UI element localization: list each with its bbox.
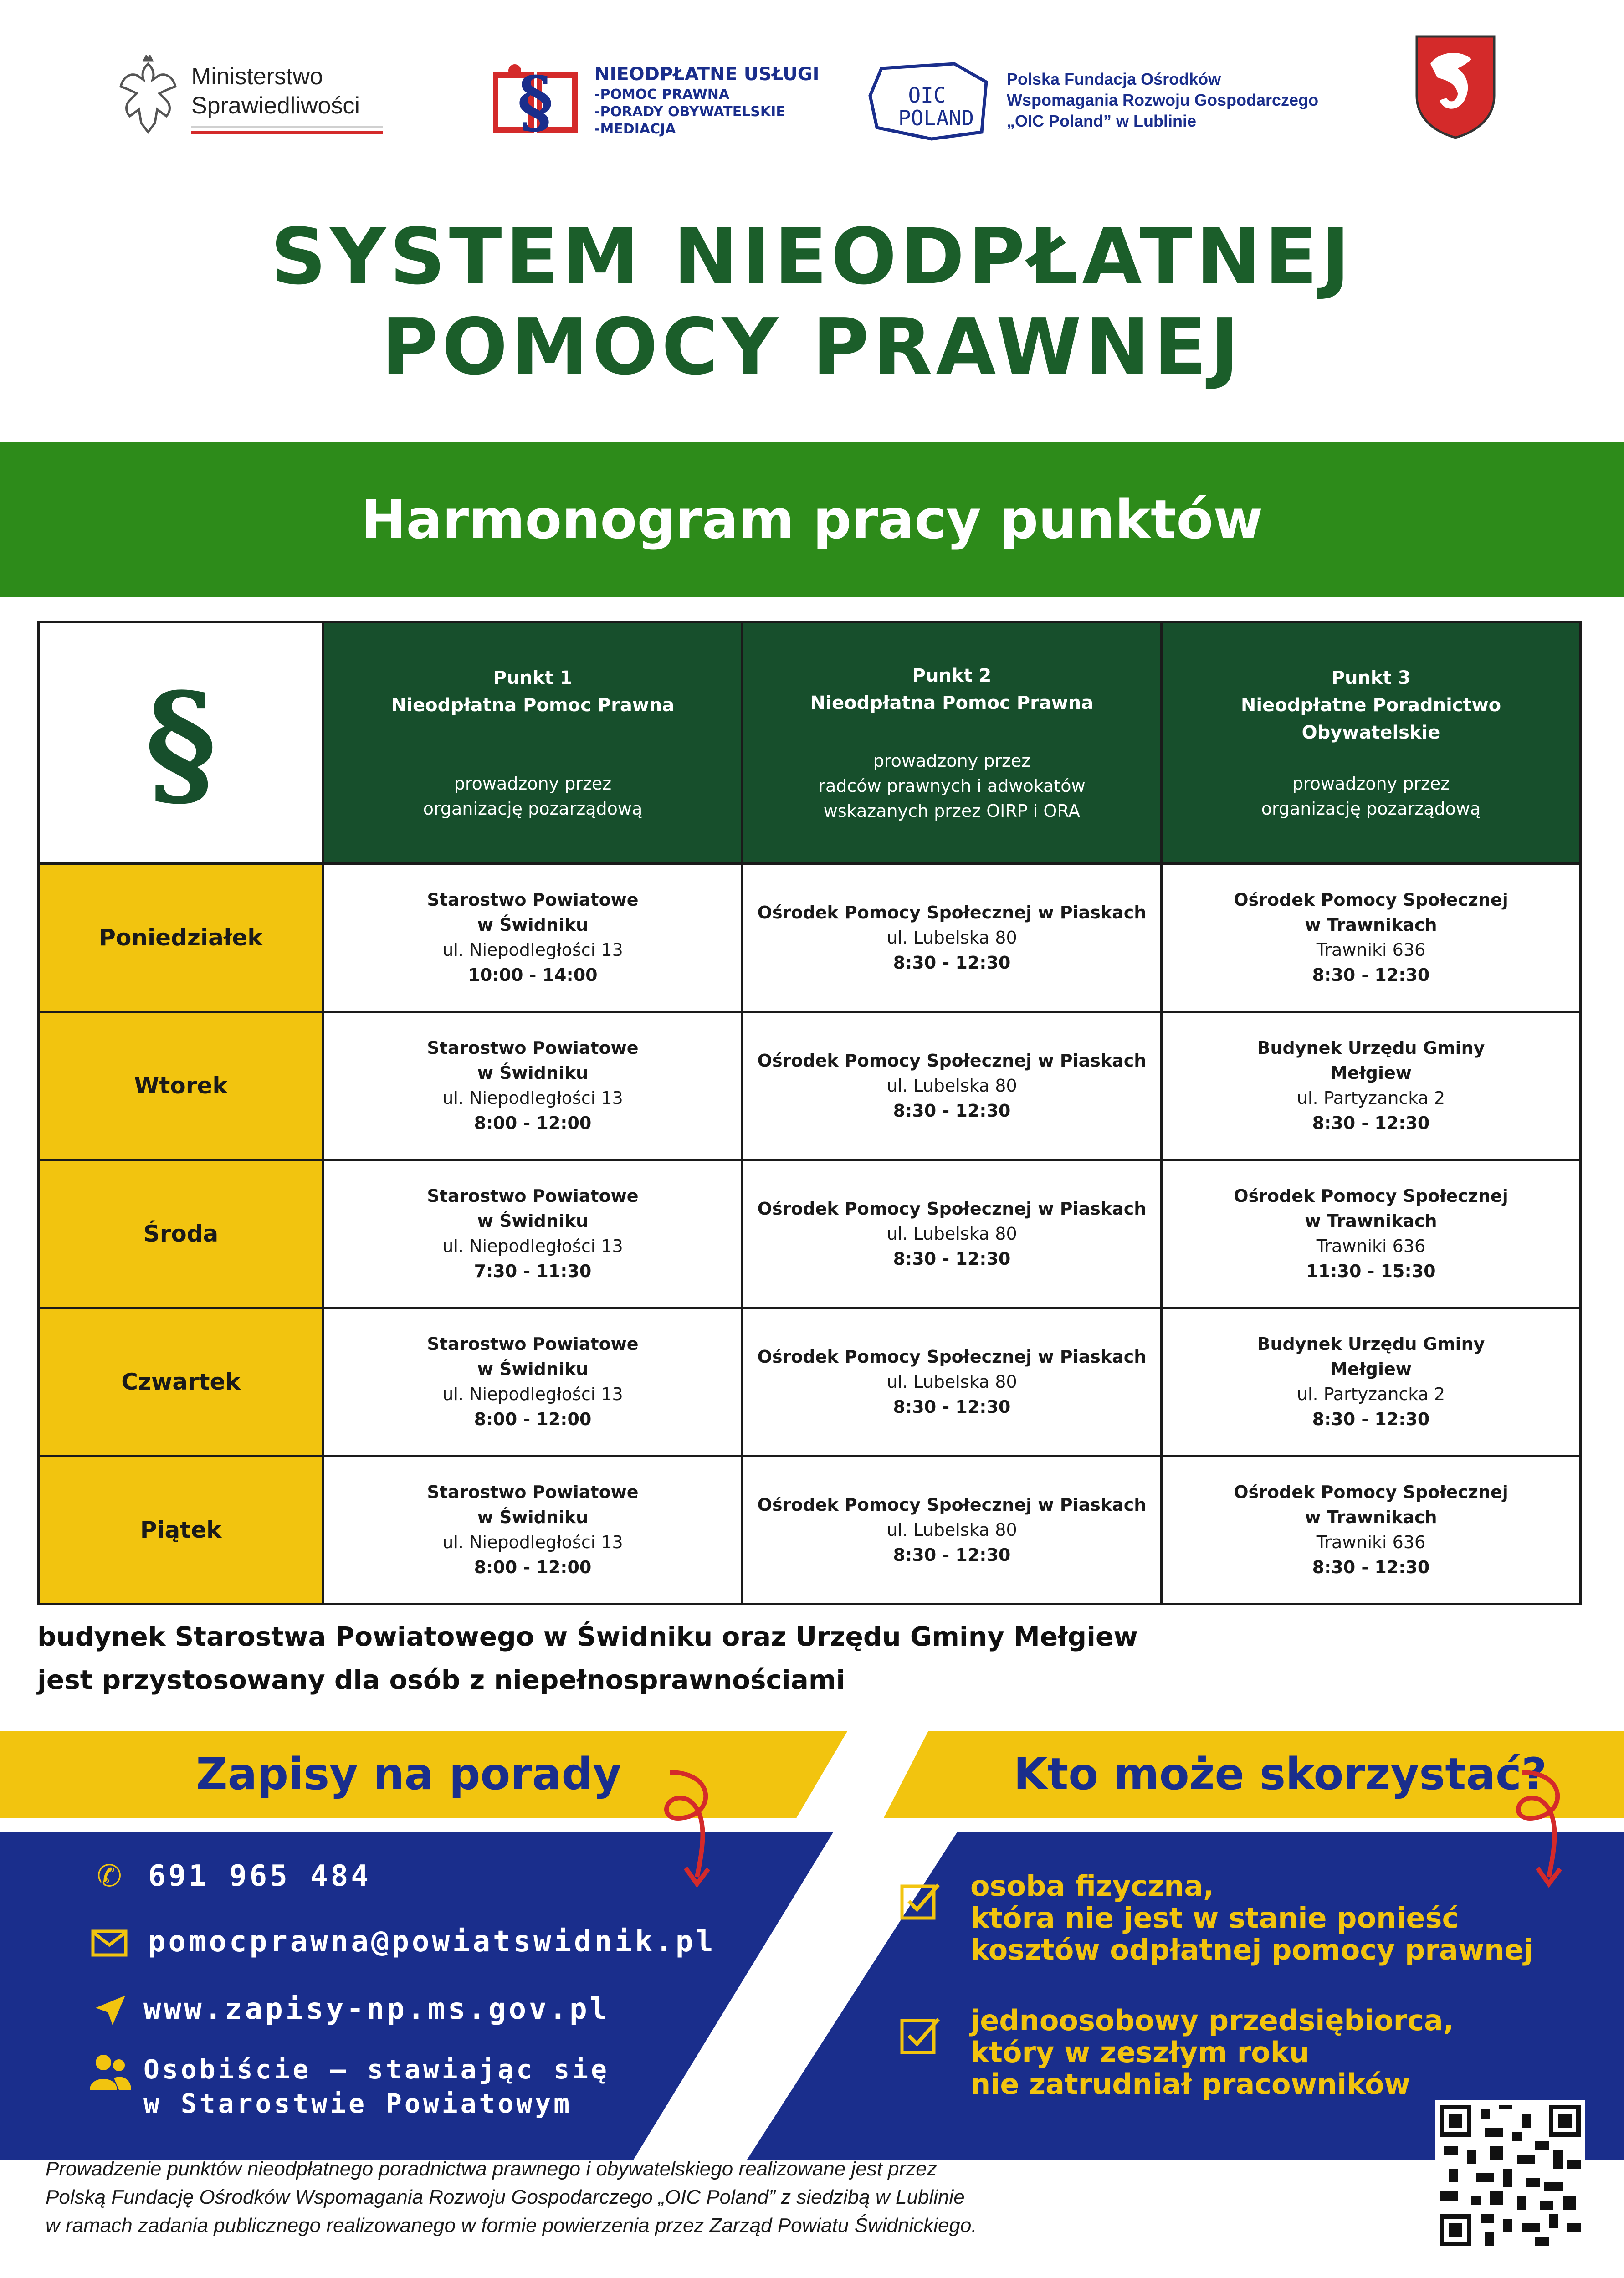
subtitle-band — [0, 442, 1624, 597]
column-name: Obywatelskie — [1301, 722, 1440, 743]
accessibility-note-line: jest przystosowany dla osób z niepełnosprawnościami — [37, 1664, 845, 1695]
column-header-punkt-2 — [743, 622, 1162, 864]
column-name: Punkt 2 — [912, 665, 992, 686]
location-address: ul. Partyzancka 2 — [1296, 1384, 1445, 1404]
location-name: w Świdniku — [477, 1359, 589, 1379]
location-name: w Świdniku — [477, 1063, 589, 1083]
in-person-signup — [143, 2052, 610, 2121]
location-name: Ośrodek Pomocy Społecznej w Piaskach — [757, 902, 1147, 923]
column-name: Nieodpłatna Pomoc Prawna — [391, 695, 675, 716]
column-name: Nieodpłatna Pomoc Prawna — [810, 693, 1094, 713]
accessibility-note — [37, 1615, 1404, 1702]
opening-hours: 8:30 - 12:30 — [1312, 1113, 1430, 1133]
in-person-line: w Starostwie Powiatowym — [143, 2088, 573, 2119]
location-address: Trawniki 636 — [1316, 1236, 1426, 1256]
oic-poland-logo — [863, 55, 1318, 146]
location-name: Budynek Urzędu Gminy — [1257, 1334, 1485, 1354]
schedule-cell — [743, 1160, 1162, 1308]
opening-hours: 11:30 - 15:30 — [1306, 1261, 1436, 1281]
location-address: ul. Niepodległości 13 — [442, 1384, 623, 1404]
opening-hours: 8:30 - 12:30 — [1312, 965, 1430, 985]
opening-hours: 8:30 - 12:30 — [893, 1544, 1011, 1565]
accessibility-note-line: budynek Starostwa Powiatowego w Świdniku oraz Urzędu Gminy Mełgiew — [37, 1621, 1138, 1652]
foundation-name-line1: Polska Fundacja Ośrodków — [1007, 70, 1221, 88]
schedule-table — [37, 621, 1582, 1605]
eagle-emblem-icon — [116, 55, 180, 141]
free-services-item: -POMOC PRAWNA — [594, 87, 730, 103]
ministry-name-line1: Ministerstwo — [191, 63, 323, 90]
eligibility-line: kosztów odpłatnej pomocy prawnej — [970, 1933, 1533, 1966]
location-address: ul. Niepodległości 13 — [442, 940, 623, 960]
flag-stripe-red — [191, 131, 383, 134]
column-run-by: prowadzony przez — [1292, 774, 1450, 794]
location-name: Budynek Urzędu Gminy — [1257, 1038, 1485, 1058]
email-icon — [91, 1929, 128, 1957]
location-name: Ośrodek Pomocy Społecznej w Piaskach — [757, 1050, 1147, 1071]
location-name: w Świdniku — [477, 915, 589, 935]
location-address: ul. Lubelska 80 — [886, 1519, 1017, 1540]
location-address: Trawniki 636 — [1316, 940, 1426, 960]
in-person-line: Osobiście – stawiając się — [143, 2054, 610, 2085]
eligibility-line: nie zatrudniał pracowników — [970, 2068, 1410, 2101]
location-name: w Świdniku — [477, 1507, 589, 1527]
schedule-cell — [1162, 864, 1581, 1012]
checkbox-checked-icon — [900, 2014, 941, 2055]
schedule-cell — [743, 1308, 1162, 1456]
location-name: Ośrodek Pomocy Społecznej w Piaskach — [757, 1198, 1147, 1219]
svg-text:§: § — [517, 62, 553, 142]
opening-hours: 10:00 - 14:00 — [468, 965, 598, 985]
section-symbol-icon: § — [145, 662, 217, 823]
column-name: Nieodpłatne Poradnictwo — [1240, 695, 1501, 716]
opening-hours: 8:30 - 12:30 — [1312, 1557, 1430, 1577]
schedule-cell — [1162, 1456, 1581, 1604]
day-label: Czwartek — [39, 1308, 323, 1456]
location-address: Trawniki 636 — [1316, 1532, 1426, 1552]
opening-hours: 8:30 - 12:30 — [893, 1248, 1011, 1269]
oic-logo-text-line2: POLAND — [898, 106, 974, 130]
schedule-cell — [1162, 1160, 1581, 1308]
section-symbol-cell — [39, 622, 323, 864]
opening-hours: 8:30 - 12:30 — [893, 1100, 1011, 1121]
column-name: Punkt 3 — [1331, 667, 1411, 688]
red-curved-arrow-icon — [651, 1763, 724, 1891]
eligibility-line: która nie jest w stanie ponieść — [970, 1901, 1459, 1934]
opening-hours: 7:30 - 11:30 — [474, 1261, 592, 1281]
location-name: Mełgiew — [1330, 1359, 1412, 1379]
column-run-by: wskazanych przez OIRP i ORA — [823, 801, 1081, 821]
location-name: Ośrodek Pomocy Społecznej w Piaskach — [757, 1494, 1147, 1515]
opening-hours: 8:30 - 12:30 — [893, 952, 1011, 973]
schedule-cell — [1162, 1308, 1581, 1456]
location-address: ul. Niepodległości 13 — [442, 1088, 623, 1108]
day-label: Środa — [39, 1160, 323, 1308]
column-run-by: prowadzony przez — [454, 774, 612, 794]
opening-hours: 8:30 - 12:30 — [893, 1396, 1011, 1417]
schedule-subtitle: Harmonogram pracy punktów — [361, 488, 1263, 551]
ministry-logo — [116, 55, 383, 141]
location-name: w Trawnikach — [1305, 1507, 1437, 1527]
opening-hours: 8:00 - 12:00 — [474, 1409, 592, 1429]
location-name: w Trawnikach — [1305, 915, 1437, 935]
location-name: Ośrodek Pomocy Społecznej w Piaskach — [757, 1346, 1147, 1367]
table-row-czwartek — [39, 1308, 1581, 1456]
day-label: Wtorek — [39, 1012, 323, 1160]
location-name: Starostwo Powiatowe — [427, 890, 639, 910]
schedule-cell — [1162, 1012, 1581, 1160]
table-row-sroda — [39, 1160, 1581, 1308]
location-address: ul. Lubelska 80 — [886, 1075, 1017, 1096]
free-services-item: -PORADY OBYWATELSKIE — [594, 104, 785, 120]
footer-line: Prowadzenie punktów nieodpłatnego poradnictwa prawnego i obywatelskiego realizowane jest przez — [46, 2158, 937, 2180]
coat-of-arms-icon — [1412, 32, 1499, 141]
eligibility-item — [970, 1870, 1533, 1966]
website-link[interactable]: www.zapisy-np.ms.gov.pl — [143, 1992, 610, 2026]
table-row-piatek — [39, 1456, 1581, 1604]
schedule-cell — [323, 1012, 743, 1160]
schedule-cell — [743, 1012, 1162, 1160]
eligibility-line: jednoosobowy przedsiębiorca, — [970, 2004, 1454, 2037]
opening-hours: 8:00 - 12:00 — [474, 1113, 592, 1133]
phone-link[interactable]: 691 965 484 — [148, 1859, 371, 1893]
eligibility-line: który w zeszłym roku — [970, 2036, 1310, 2069]
free-services-logo — [487, 57, 820, 144]
oic-poland-map-icon — [863, 55, 1000, 146]
location-name: Mełgiew — [1330, 1063, 1412, 1083]
location-address: ul. Lubelska 80 — [886, 1371, 1017, 1392]
free-services-item: -MEDIACJA — [594, 121, 676, 137]
schedule-cell — [323, 1308, 743, 1456]
column-name: Punkt 1 — [493, 667, 573, 688]
oic-logo-text-line1: OIC — [908, 83, 946, 108]
location-address: ul. Niepodległości 13 — [442, 1532, 623, 1552]
column-run-by: organizację pozarządową — [1261, 799, 1481, 819]
eligibility-heading: Kto może skorzystać? — [1014, 1749, 1547, 1800]
page-title — [0, 212, 1624, 392]
footer-line: Polską Fundację Ośrodków Wspomagania Rozwoju Gospodarczego „OIC Poland” z siedzibą w Lublinie — [46, 2186, 965, 2208]
footer-text — [46, 2155, 1367, 2240]
location-address: ul. Partyzancka 2 — [1296, 1088, 1445, 1108]
qr-code-icon[interactable] — [1435, 2100, 1585, 2251]
eligibility-line: osoba fizyczna, — [970, 1869, 1214, 1903]
logo-row — [0, 27, 1624, 164]
location-name: Starostwo Powiatowe — [427, 1038, 639, 1058]
footer-line: w ramach zadania publicznego realizowanego w formie powierzenia przez Zarząd Powiatu Świdnickiego. — [46, 2214, 977, 2237]
location-name: Starostwo Powiatowe — [427, 1482, 639, 1502]
location-name: Starostwo Powiatowe — [427, 1334, 639, 1354]
checkbox-checked-icon — [900, 1879, 941, 1920]
location-address: ul. Niepodległości 13 — [442, 1236, 623, 1256]
opening-hours: 8:30 - 12:30 — [1312, 1409, 1430, 1429]
table-row-poniedzialek — [39, 864, 1581, 1012]
location-name: Ośrodek Pomocy Społecznej — [1234, 890, 1508, 910]
location-name: Starostwo Powiatowe — [427, 1186, 639, 1206]
day-label: Poniedziałek — [39, 864, 323, 1012]
location-name: w Świdniku — [477, 1211, 589, 1231]
location-name: Ośrodek Pomocy Społecznej — [1234, 1186, 1508, 1206]
page-title-line2: POMOCY PRAWNEJ — [381, 302, 1243, 392]
page-title-line1: SYSTEM NIEODPŁATNEJ — [270, 212, 1354, 302]
foundation-name-line2: Wspomagania Rozwoju Gospodarczego — [1007, 91, 1319, 109]
signup-heading: Zapisy na porady — [196, 1749, 621, 1800]
day-label: Piątek — [39, 1456, 323, 1604]
email-link[interactable]: pomocprawna@powiatswidnik.pl — [148, 1925, 716, 1959]
table-row-wtorek — [39, 1012, 1581, 1160]
section-book-icon — [487, 57, 583, 144]
column-run-by: radców prawnych i adwokatów — [818, 776, 1086, 796]
flag-stripe-white — [191, 126, 383, 131]
phone-icon: ✆ — [97, 1858, 122, 1893]
schedule-cell — [323, 864, 743, 1012]
schedule-cell — [323, 1160, 743, 1308]
people-icon — [89, 2052, 132, 2091]
foundation-name-line3: „OIC Poland” w Lublinie — [1007, 112, 1197, 130]
schedule-cell — [743, 864, 1162, 1012]
eligibility-item — [970, 2005, 1454, 2100]
column-header-punkt-3 — [1162, 622, 1581, 864]
schedule-cell — [743, 1456, 1162, 1604]
location-address: ul. Lubelska 80 — [886, 927, 1017, 948]
location-name: Ośrodek Pomocy Społecznej — [1234, 1482, 1508, 1502]
table-header-row — [39, 622, 1581, 864]
column-run-by: prowadzony przez — [873, 751, 1031, 771]
schedule-cell — [323, 1456, 743, 1604]
column-header-punkt-1 — [323, 622, 743, 864]
location-address: ul. Lubelska 80 — [886, 1223, 1017, 1244]
navigation-arrow-icon — [93, 1993, 128, 2027]
ministry-name-line2: Sprawiedliwości — [191, 92, 360, 119]
column-run-by: organizację pozarządową — [423, 799, 643, 819]
free-services-title: NIEODPŁATNE USŁUGI — [594, 64, 820, 85]
location-name: w Trawnikach — [1305, 1211, 1437, 1231]
opening-hours: 8:00 - 12:00 — [474, 1557, 592, 1577]
